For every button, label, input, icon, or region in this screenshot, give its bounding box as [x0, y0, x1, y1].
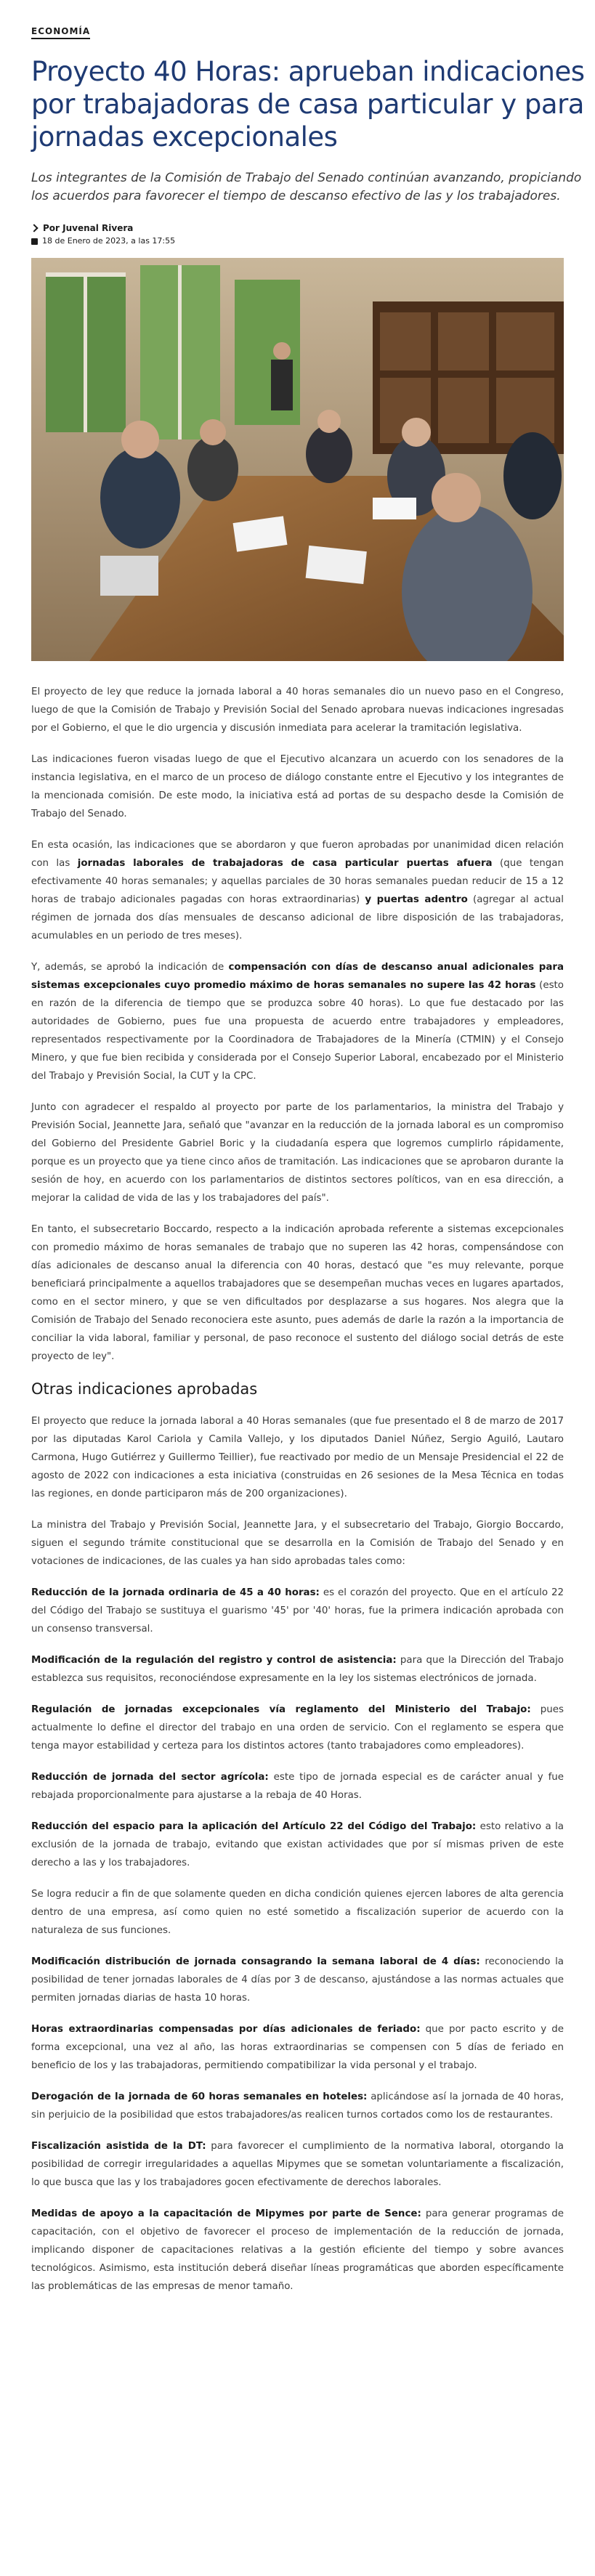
item-text: pues actualmente lo define el director del trabajo en una orden de servicio. Con el reglamento se espera que tenga mayor estabilidad y certeza para los distintos actores (tanto trabajadores como empleadores). — [31, 1704, 564, 1751]
item-title: Reducción de jornada del sector agrícola: — [31, 1772, 269, 1783]
item-text: esto relativo a la exclusión de la jornada de trabajo, evitando que existan actividades que por sí mismas priven de este derecho a las y los trabajadores. — [31, 1821, 564, 1868]
item-text: para generar programas de capacitación, con el objetivo de favorecer el proceso de implementación de la reducción de jornada, implicando disponer de capacitaciones relativas a la gestión eficiente del tiempo y sobre avances tecnológicos. Asimismo, esta institución deberá diseñar líneas programáticas que aborden específicamente las problemáticas de las empresas de menor tamaño. — [31, 2208, 564, 2292]
item-title: Reducción del espacio para la aplicación del Artículo 22 del Código del Trabajo: — [31, 1821, 477, 1832]
bold-run: compensación con días de descanso anual adicionales para sistemas excepcionales cuyo promedio máximo de horas semanales no supere las 42 horas — [31, 962, 564, 991]
article-headline: Proyecto 40 Horas: aprueban indicaciones por trabajadoras de casa particular y para jornadas excepcionales — [31, 56, 585, 153]
item-title: Derogación de la jornada de 60 horas semanales en hoteles: — [31, 2091, 368, 2102]
paragraph: El proyecto de ley que reduce la jornada laboral a 40 horas semanales dio un nuevo paso en el Congreso, luego de que la Comisión de Trabajo y Previsión Social del Senado aprobara nuevas indicaciones ingresadas por el Gobierno, el que le dio urgencia y discusión inmediata para acelerar la tramitación legislativa. — [31, 686, 564, 734]
article-column — [31, 0, 593, 2309]
list-item — [31, 2137, 564, 2192]
text-run: Y, además, se aprobó la indicación de — [31, 962, 229, 973]
article-body — [31, 683, 564, 2296]
list-item — [31, 1768, 564, 1805]
bold-run: y puertas adentro — [365, 894, 468, 905]
item-text: que por pacto escrito y de forma excepcional, una vez al año, las horas extraordinarias se compensen con 5 días de feriado en beneficio de los y las trabajadoras, permitiendo compatibilizar la vida personal y el trabajo. — [31, 2024, 564, 2071]
text-run: (agregar al actual régimen de jornada dos días mensuales de descanso adicional de libre disposición de las trabajadoras, acumulables en un periodo de tres meses). — [31, 894, 564, 941]
item-title: Modificación distribución de jornada consagrando la semana laboral de 4 días: — [31, 1956, 480, 1967]
list-item — [31, 1701, 564, 1755]
text-run: En esta ocasión, las indicaciones que se abordaron y que fueron aprobadas por unanimidad dicen relación con las — [31, 840, 564, 869]
publish-date: 18 de Enero de 2023, a las 17:55 — [42, 236, 176, 246]
article-photo — [31, 258, 564, 661]
section-label[interactable]: ECONOMÍA — [31, 26, 90, 39]
subheading: Otras indicaciones aprobadas — [31, 1380, 258, 1398]
author-name[interactable]: Por Juvenal Rivera — [43, 223, 134, 233]
paragraph — [31, 958, 564, 1085]
byline — [31, 222, 593, 248]
item-text: para favorecer el cumplimiento de la normativa laboral, otorgando la posibilidad de corregir irregularidades a aquellas Mipymes que se sometan voluntariamente a fiscalización, lo que busca que las y los trabajadores gocen efectivamente de derechos laborales. — [31, 2141, 564, 2188]
list-item — [31, 1885, 564, 1940]
article-lede: Los integrantes de la Comisión de Trabajo del Senado continúan avanzando, propiciando los acuerdos para favorecer el tiempo de descanso efectivo de las y los trabajadores. — [31, 171, 582, 203]
paragraph: Junto con agradecer el respaldo al proyecto por parte de los parlamentarios, la ministra del Trabajo y Previsión Social, Jeannette Jara, señaló que "avanzar en la reducción de la jornada laboral es un compromiso del Gobierno del Presidente Gabriel Boric y la ciudadanía espera que logremos cumplirlo rápidamente, porque es un proyecto que ya tiene cinco años de tramitación. Las indicaciones que se aprobaron durante la sesión de hoy, en acuerdo con los parlamentarios de distintos sectores políticos, van en esa dirección, a mejorar la calidad de vida de las y los trabajadores del país". — [31, 1102, 564, 1204]
paragraph — [31, 836, 564, 945]
item-title: Horas extraordinarias compensadas por días adicionales de feriado: — [31, 2024, 421, 2035]
date-row — [31, 235, 593, 248]
item-title: Medidas de apoyo a la capacitación de Mipymes por parte de Sence: — [31, 2208, 421, 2219]
calendar-icon — [31, 238, 38, 245]
paragraph: El proyecto que reduce la jornada laboral a 40 Horas semanales (que fue presentado el 8 de marzo de 2017 por las diputadas Karol Cariola y Camila Vallejo, y los diputados Daniel Núñez, Sergio Aguiló, Lautaro Carmona, Hugo Gutiérrez y Guillermo Teillier), fue reactivado por medio de un Mensaje Presidencial el 22 de agosto de 2022 con indicaciones a esta iniciativa (construidas en 26 sesiones de la Mesa Técnica en todas las regiones, en donde participaron más de 200 organizaciones). — [31, 1416, 564, 1499]
list-item — [31, 1651, 564, 1688]
list-item — [31, 1818, 564, 1872]
item-text: para que la Dirección del Trabajo establezca sus requisitos, reconociéndose expresamente en la ley los sistemas electrónicos de jornada. — [31, 1655, 564, 1684]
item-title: Reducción de la jornada ordinaria de 45 a 40 horas: — [31, 1587, 320, 1598]
item-text: Se logra reducir a fin de que solamente queden en dicha condición quienes ejercen labores de alta gerencia dentro de una empresa, así como quien no esté sometido a fiscalización superior de acuerdo con la naturaleza de sus funciones. — [31, 1889, 564, 1936]
item-text: este tipo de jornada especial es de carácter anual y fue rebajada proporcionalmente para ajustarse a la rebaja de 40 Horas. — [31, 1772, 564, 1801]
list-item — [31, 1584, 564, 1638]
list-item — [31, 2205, 564, 2296]
item-title: Regulación de jornadas excepcionales vía reglamento del Ministerio del Trabajo: — [31, 1704, 531, 1715]
chevron-right-icon — [30, 224, 38, 232]
paragraph: En tanto, el subsecretario Boccardo, respecto a la indicación aprobada referente a sistemas excepcionales con promedio máximo de horas semanales de trabajo que no superen las 42 horas, compensándose con días adicionales de descanso anual la diferencia con 40 horas, destacó que "es muy relevante, porque beneficiará principalmente a aquellos trabajadores que se desempeñan muchas veces en lugares apartados, como en el sector minero, y que se ven dificultados por desplazarse a sus hogares. Nos alegra que la Comisión de Trabajo del Senado reconociera este asunto, pues además de darle la razón a la importancia de conciliar la vida laboral, familiar y personal, de paso reconoce el sustento del diálogo social detrás de este proyecto de ley". — [31, 1224, 564, 1362]
paragraph: La ministra del Trabajo y Previsión Social, Jeannette Jara, y el subsecretario del Trabajo, Giorgio Boccardo, siguen el segundo trámite constitucional que se desarrolla en la Comisión de Trabajo del Senado y en votaciones de indicaciones, de las cuales ya han sido aprobadas tales como: — [31, 1520, 564, 1567]
meeting-photo-illustration — [31, 258, 564, 661]
item-title: Modificación de la regulación del registro y control de asistencia: — [31, 1655, 397, 1666]
item-text: es el corazón del proyecto. Que en el artículo 22 del Código del Trabajo se sustituya el guarismo '45' por '40' horas, fue la primera indicación aprobada con un consenso transversal. — [31, 1587, 564, 1635]
item-text: aplicándose así la jornada de 40 horas, sin perjuicio de la posibilidad que estos trabajadores/as realicen turnos cortados como los de restaurantes. — [31, 2091, 564, 2121]
list-item — [31, 2020, 564, 2075]
list-item — [31, 2088, 564, 2124]
paragraph: Las indicaciones fueron visadas luego de que el Ejecutivo alcanzara un acuerdo con los senadores de la instancia legislativa, en el marco de un proceso de diálogo constante entre el Ejecutivo y los integrantes de la mencionada comisión. De este modo, la iniciativa está ad portas de su despacho desde la Comisión de Trabajo del Senado. — [31, 754, 564, 819]
text-run: (esto en razón de la diferencia de tiempo que se produzca sobre 40 horas). Lo que fue destacado por las autoridades de Gobierno, pues fue una propuesta de acuerdo entre trabajadores y empleadores, representados respectivamente por la Coordinadora de Trabajadores de la Minería (CTMIN) y el Consejo Minero, y que fue bien recibida y considerada por el Consejo Superior Laboral, encabezado por el Ministerio del Trabajo y Previsión Social, la CUT y la CPC. — [31, 980, 564, 1082]
item-text: reconociendo la posibilidad de tener jornadas laborales de 4 días por 3 de descanso, ajustándose a las normas actuales que permiten jornadas diarias de hasta 10 horas. — [31, 1956, 564, 2004]
list-item — [31, 1953, 564, 2007]
bold-run: jornadas laborales de trabajadoras de casa particular puertas afuera — [77, 858, 493, 869]
item-title: Fiscalización asistida de la DT: — [31, 2141, 206, 2152]
author-row — [31, 222, 593, 235]
text-run: (que tengan efectivamente 40 horas semanales; y aquellas parciales de 30 horas semanales puedan reducir de 15 a 12 horas de trabajo adicionales pagadas con horas extraordinarias) — [31, 858, 564, 905]
